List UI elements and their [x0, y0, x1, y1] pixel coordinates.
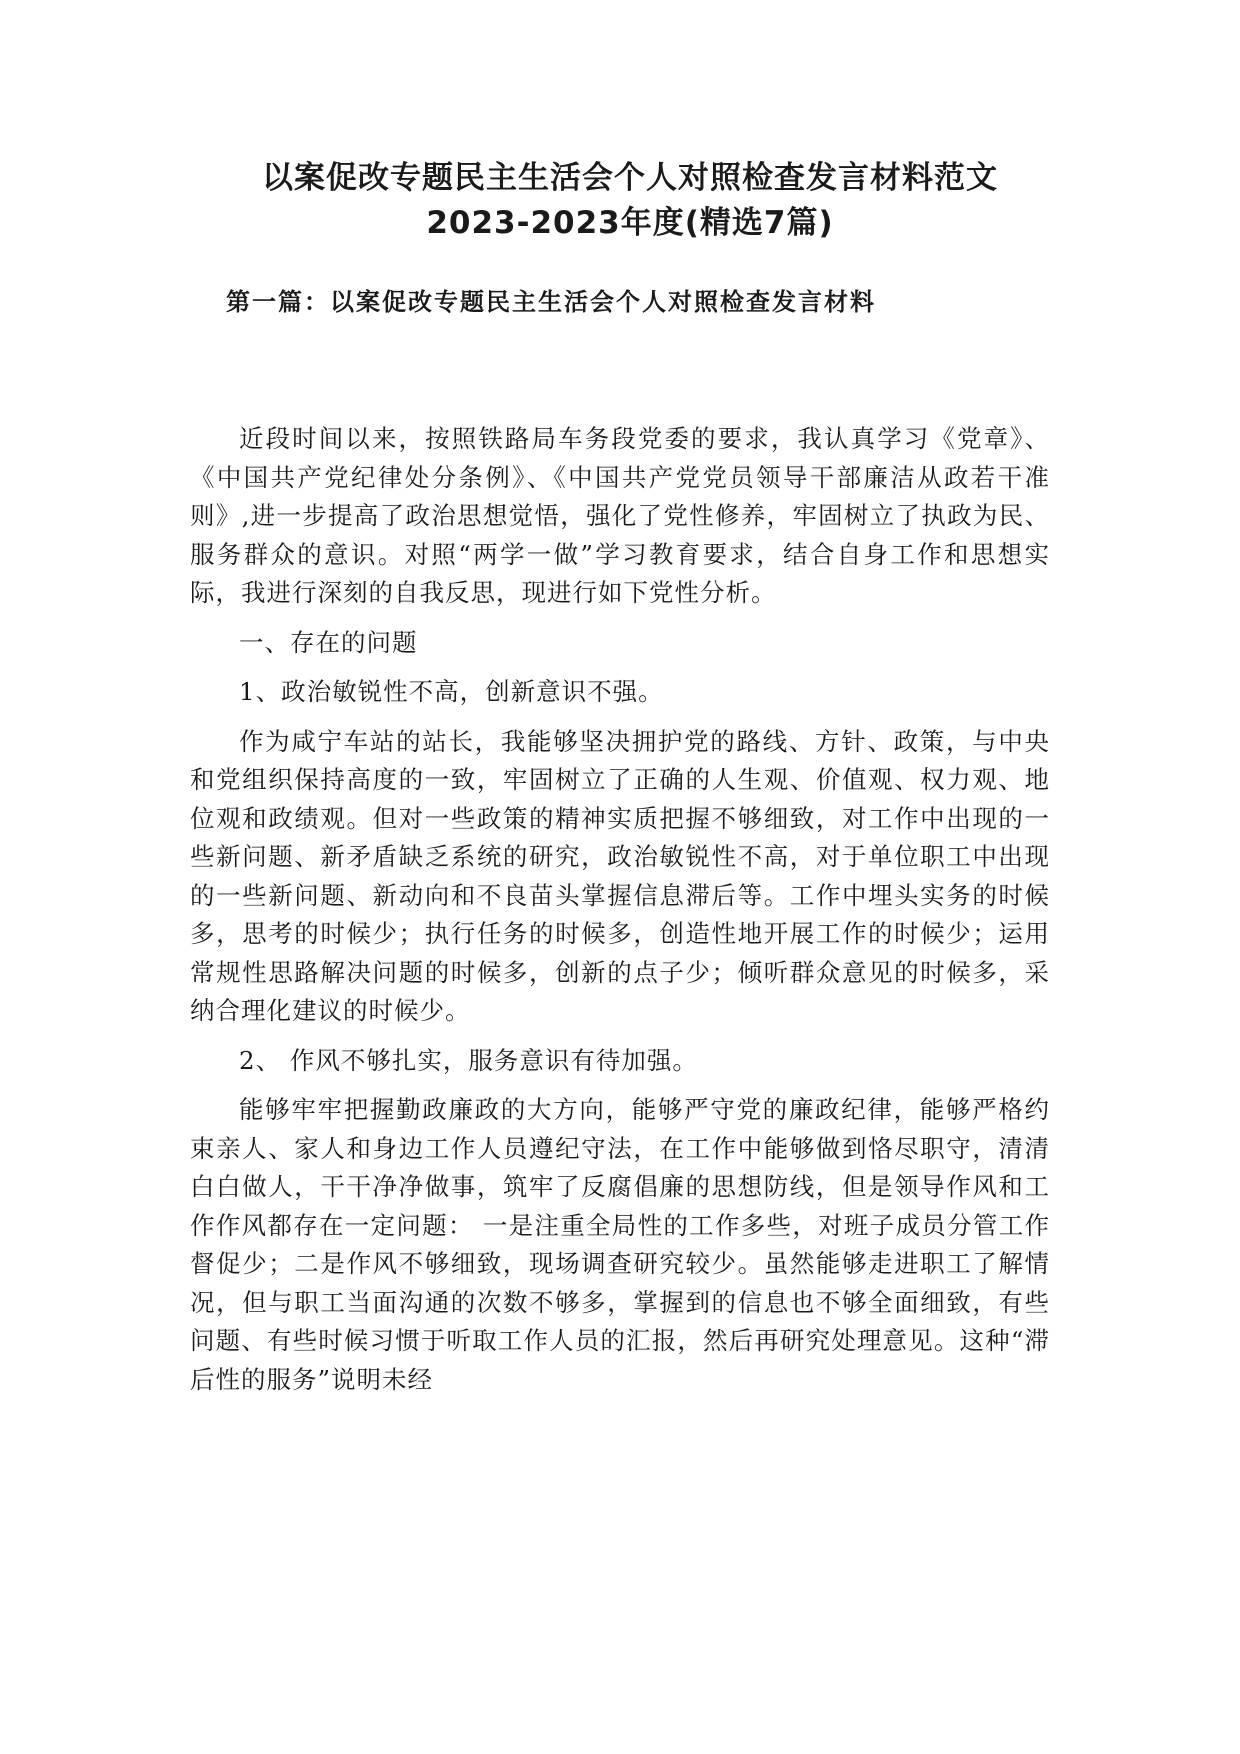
section-heading: 第一篇：以案促改专题民主生活会个人对照检查发言材料 — [226, 287, 876, 316]
document-title-line-1: 以案促改专题民主生活会个人对照检查发言材料范文 — [262, 160, 998, 196]
paragraph-intro: 近段时间以来，按照铁路局车务段党委的要求，我认真学习《党章》、《中国共产党纪律处分条例》、《中国共产党党员领导干部廉洁从政若干准则》,进一步提高了政治思想觉悟，强化了党性修养，牢固树立了执政为民、服务群众的意识。对照“两学一做”学习教育要求，结合自身工作和思想实际，我进行深刻的自我反思，现进行如下党性分析。 — [190, 424, 1050, 607]
heading-problems: 一、存在的问题 — [239, 627, 418, 657]
document-title-line-2: 2023-2023年度(精选7篇) — [426, 205, 834, 241]
document-body — [190, 420, 1050, 1410]
subheading-1: 1、政治敏锐性不高，创新意识不强。 — [239, 677, 664, 706]
paragraph-work-style: 能够牢牢把握勤政廉政的大方向，能够严守党的廉政纪律，能够严格约束亲人、家人和身边工作人员遵纪守法，在工作中能够做到恪尽职守，清清白白做人，干干净净做事，筑牢了反腐倡廉的思想防线，但是领导作风和工作作风都存在一定问题： 一是注重全局性的工作多些，对班子成员分管工作督促少；二是作风不够细致，现场调查研究较少。虽然能够走进职工了解情况，但与职工当面沟通的次数不够多，掌握到的信息也不够全面细致，有些问题、有些时候习惯于听取工作人员的汇报，然后再研究处理意见。这种“滞后性的服务”说明未经 — [190, 1095, 1050, 1394]
paragraph-political: 作为咸宁车站的站长，我能够坚决拥护党的路线、方针、政策，与中央和党组织保持高度的一致，牢固树立了正确的人生观、价值观、权力观、地位观和政绩观。但对一些政策的精神实质把握不够细致，对工作中出现的一些新问题、新矛盾缺乏系统的研究，政治敏锐性不高，对于单位职工中出现的一些新问题、新动向和不良苗头掌握信息滞后等。工作中埋头实务的时候多，思考的时候少；执行任务的时候多，创造性地开展工作的时候少；运用常规性思路解决问题的时候多，创新的点子少；倾听群众意见的时候多，采纳合理化建议的时候少。 — [190, 726, 1050, 1025]
subheading-2: 2、 作风不够扎实，服务意识有待加强。 — [239, 1045, 698, 1075]
